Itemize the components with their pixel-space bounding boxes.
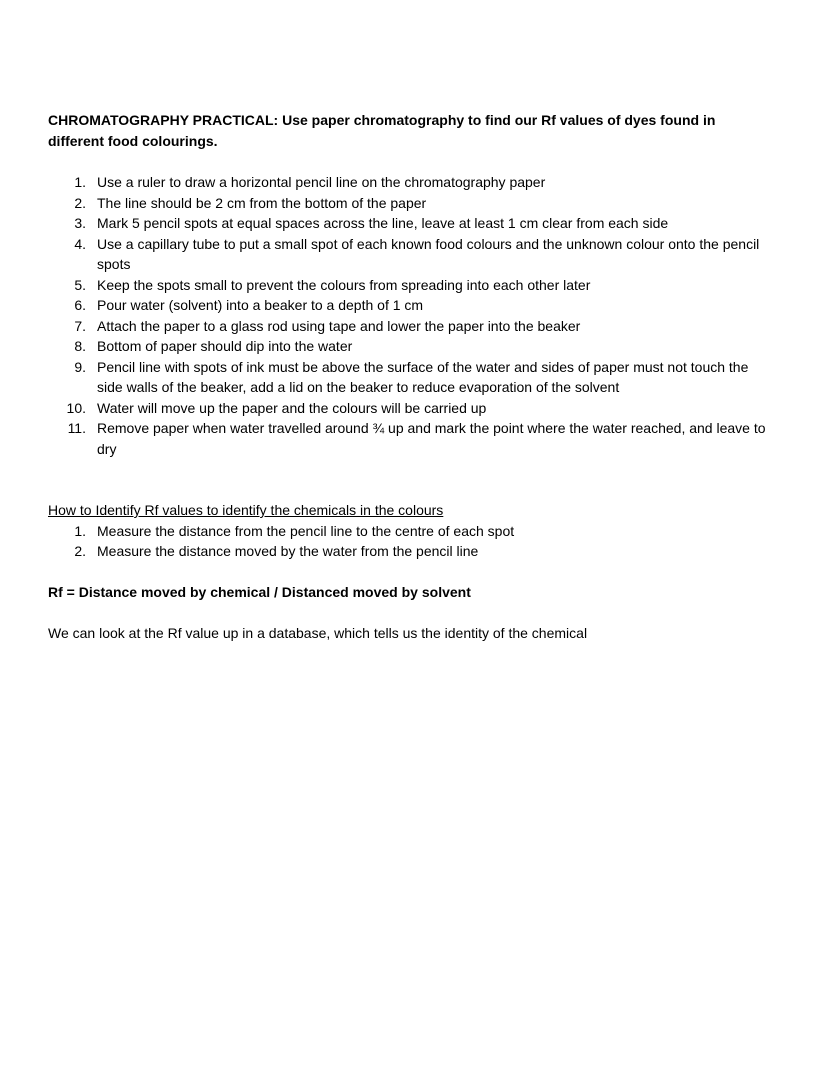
list-item-text: The line should be 2 cm from the bottom of the paper [97, 194, 427, 211]
list-item [48, 336, 772, 357]
list-item-number: 1. [74, 522, 86, 539]
list-item-number: 10. [66, 399, 86, 416]
list-item-number: 2. [74, 194, 86, 211]
list-item-text: Pencil line with spots of ink must be above the surface of the water and sides of paper must not touch the side walls of the beaker, add a lid on the beaker to reduce evaporation of the solvent [97, 358, 749, 395]
list-item-number: 6. [74, 297, 86, 313]
list-item [48, 213, 772, 234]
document-title: CHROMATOGRAPHY PRACTICAL: Use paper chromatography to find our Rf values of dyes found in different food colourings. [48, 112, 716, 149]
list-item-text: Measure the distance from the pencil line to the centre of each spot [97, 522, 515, 539]
list-item-text: Water will move up the paper and the colours will be carried up [97, 399, 487, 416]
list-item [48, 357, 772, 398]
list-item-number: 3. [74, 215, 86, 231]
list-item [48, 398, 772, 419]
list-item [48, 172, 772, 193]
list-item [48, 541, 772, 562]
list-item-text: Keep the spots small to prevent the colours from spreading into each other later [97, 276, 591, 293]
list-item-number: 8. [74, 338, 86, 354]
list-item-text: Bottom of paper should dip into the water [97, 338, 353, 354]
list-item [48, 193, 772, 214]
list-item-text: Measure the distance moved by the water from the pencil line [97, 543, 479, 559]
list-item [48, 521, 772, 542]
list-item-text: Use a capillary tube to put a small spot of each known food colours and the unknown colour onto the pencil spots [97, 235, 760, 272]
list-item-text: Remove paper when water travelled around ¾ up and mark the point where the water reached, and leave to dry [97, 420, 766, 457]
list-item-number: 9. [74, 358, 86, 375]
list-item [48, 295, 772, 316]
list-item-number: 7. [74, 317, 86, 334]
rf-steps-list [48, 521, 772, 562]
closing-paragraph: We can look at the Rf value up in a database, which tells us the identity of the chemical [48, 625, 588, 641]
list-item-text: Mark 5 pencil spots at equal spaces across the line, leave at least 1 cm clear from each side [97, 215, 669, 231]
list-item-number: 11. [67, 420, 86, 436]
list-item-text: Attach the paper to a glass rod using tape and lower the paper into the beaker [97, 317, 581, 334]
list-item-text: Use a ruler to draw a horizontal pencil line on the chromatography paper [97, 174, 546, 190]
list-item-number: 5. [74, 276, 86, 293]
list-item [48, 316, 772, 337]
list-item [48, 275, 772, 296]
list-item [48, 234, 772, 275]
rf-formula: Rf = Distance moved by chemical / Distanced moved by solvent [48, 584, 471, 600]
list-item-number: 2. [74, 543, 86, 559]
rf-section-heading: How to Identify Rf values to identify the chemicals in the colours [48, 502, 444, 518]
list-item-number: 4. [74, 235, 86, 252]
list-item [48, 418, 772, 459]
procedure-list [48, 172, 772, 459]
list-item-number: 1. [74, 174, 86, 190]
list-item-text: Pour water (solvent) into a beaker to a depth of 1 cm [97, 297, 424, 313]
